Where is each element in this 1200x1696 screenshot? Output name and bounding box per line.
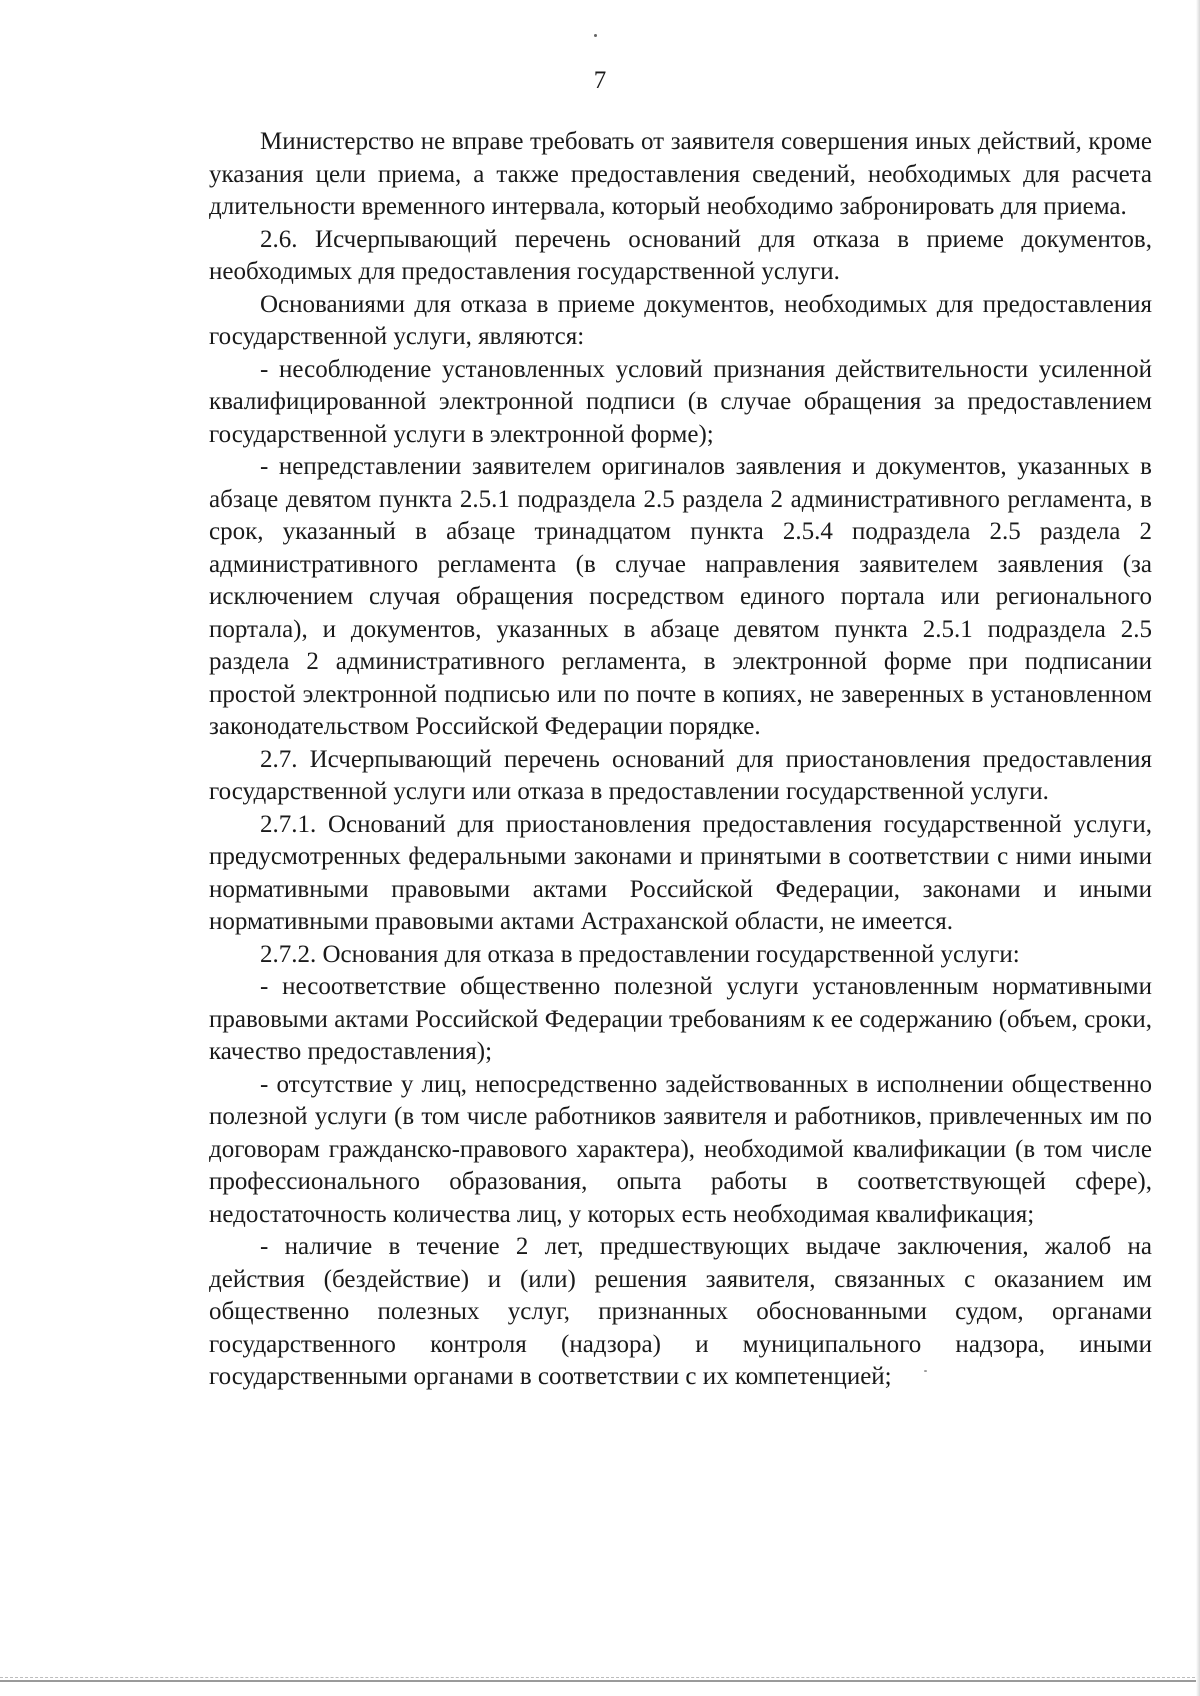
paragraph-section-2-7-2: 2.7.2. Основания для отказа в предоставлении государственной услуги: [260,940,1020,968]
list-item-complaints-history: - наличие в течение 2 лет, предшествующих выдаче заключения, жалоб на действия (бездействие) и (или) решения заявителя, связанных с оказанием им общественно полезных услуг, признанных обоснованными судом, органами государственного контроля (надзора) и муниципального надзора, иными государственными органами в соответствии с их компетенцией; [209,1233,1152,1390]
document-body [209,126,1152,1394]
list-item-originals-not-provided: - непредставлении заявителем оригиналов заявления и документов, указанных в абзаце девятом пункта 2.5.1 подраздела 2.5 раздела 2 административного регламента, в срок, указанный в абзаце тринадцатом пункта 2.5.4 подраздела 2.5 раздела 2 административного регламента (в случае направления заявителем заявления (за исключением случая обращения посредством единого портала или регионального портала), и документов, указанных в абзаце девятом пункта 2.5.1 подраздела 2.5 раздела 2 административного регламента, в электронной форме при подписании простой электронной подписью или по почте в копиях, не заверенных в установленном законодательством Российской Федерации порядке. [209,453,1152,740]
scan-artifact-line [0,1677,1200,1678]
paragraph-refusal-grounds-intro: Основаниями для отказа в приеме документов, необходимых для предоставления государственной услуги, являются: [209,290,1152,350]
scan-edge-shadow [1196,0,1200,1696]
scan-speck [594,34,597,37]
list-item-service-noncompliance: - несоответствие общественно полезной услуги установленным нормативными правовыми актами Российской Федерации требованиям к ее содержанию (объем, сроки, качество предоставления); [209,973,1152,1065]
scan-artifact-line [0,1680,1200,1682]
paragraph-appointment-requirements: Министерство не вправе требовать от заявителя совершения иных действий, кроме указания цели приема, а также предоставления сведений, необходимых для расчета длительности временного интервала, который необходимо забронировать для приема. [209,128,1152,220]
paragraph-section-2-6-heading: 2.6. Исчерпывающий перечень оснований для отказа в приеме документов, необходимых для предоставления государственной услуги. [209,225,1152,285]
list-item-lack-of-qualification: - отсутствие у лиц, непосредственно задействованных в исполнении общественно полезной услуги (в том числе работников заявителя и работников, привлеченных им по договорам гражданско-правового характера), необходимой квалификации (в том числе профессионального образования, опыта работы в соответствующей сфере), недостаточность количества лиц, у которых есть необходимая квалификация; [209,1070,1152,1228]
list-item-signature-invalid: - несоблюдение установленных условий признания действительности усиленной квалифицированной электронной подписи (в случае обращения за предоставлением государственной услуги в электронной форме); [209,355,1152,448]
paragraph-section-2-7-heading: 2.7. Исчерпывающий перечень оснований для приостановления предоставления государственной услуги или отказа в предоставлении государственной услуги. [209,745,1152,805]
scan-speck [924,1370,927,1372]
paragraph-section-2-7-1: 2.7.1. Оснований для приостановления предоставления государственной услуги, предусмотренных федеральными законами и принятыми в соответствии с ними иными нормативными правовыми актами Российской Федерации, законами и иными нормативными правовыми актами Астраханской области, не имеется. [209,810,1152,935]
page-number: 7 [593,67,607,94]
